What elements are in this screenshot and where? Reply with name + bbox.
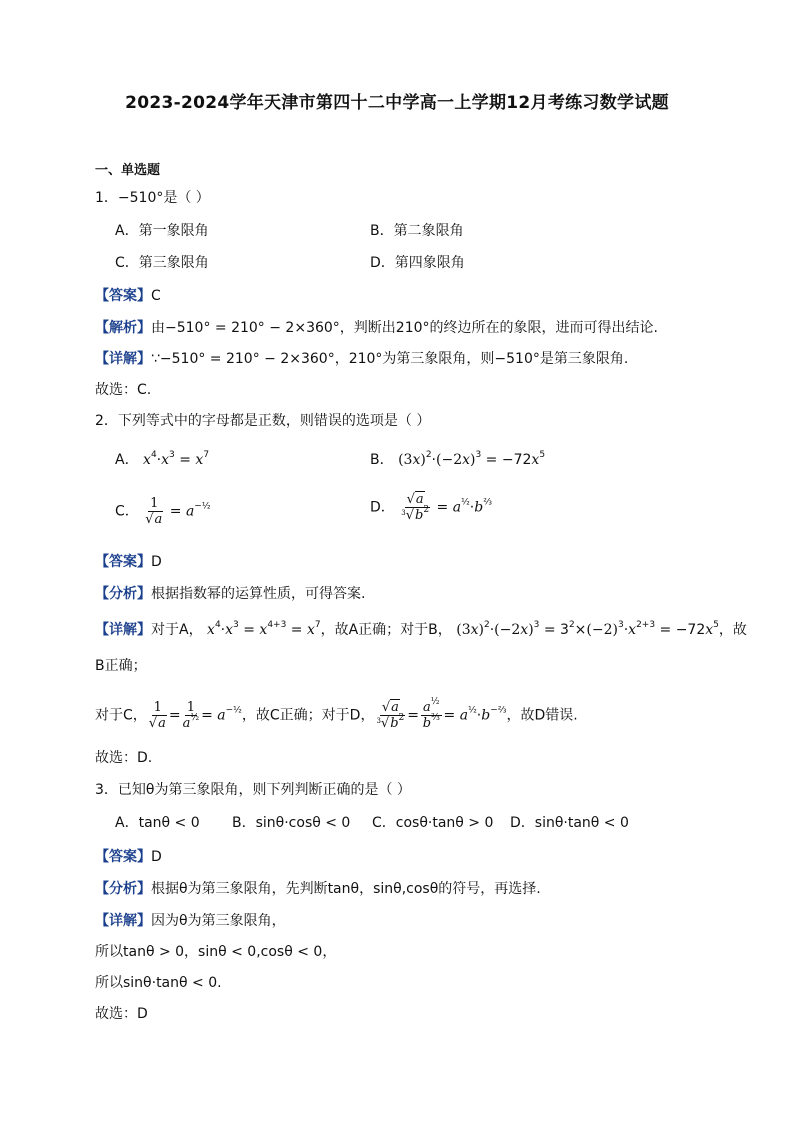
q2-option-b: B． $(3x)^2\cdot(-2x)^3 = -72x^5$ [370, 450, 546, 468]
q2-option-a: A． $x^4\cdot x^3 = x^7$ [115, 450, 210, 468]
analysis-tag: 【解析】 [95, 320, 151, 336]
q2-detail-3: 对于C， $\frac{1}{√a}$ = $\frac{1}{a^{\frac{1}{2}}}$ = $a^{-\frac{1}{2}}$，故C正确；对于D， $\frac{√a}{^3√b^2}$ = $\frac{a^{\frac{1}{2}}}{b^{\frac{2}{3}}}$ = $a^{\frac{1}{2}}\cdot b^{-\frac{2}{3}}$，故D错误. [95, 697, 578, 731]
answer-tag: 【答案】 [95, 849, 151, 865]
q2-choose: 故选：D. [95, 750, 153, 766]
detail-tag: 【详解】 [95, 913, 151, 929]
q2-detail-1: 【详解】对于A， $x^4\cdot x^3 = x^{4+3} = x^7$，故A正确；对于B， $(3x)^2\cdot(-2x)^3 = 3^2\times(-2)^3\cdot x^{2+3} = -72x^5$，故 [95, 620, 747, 638]
q1-analysis-text: 由−510° = 210° − 2×360°，判断出210°的终边所在的象限，进而可得出结论. [151, 320, 658, 336]
q1-detail [95, 349, 628, 369]
q1-option-d: D．第四象限角 [370, 255, 465, 271]
q1-answer [95, 286, 161, 306]
q3-choose: 故选：D [95, 1006, 148, 1022]
q3-option-d: D．sinθ·tanθ < 0 [510, 815, 629, 831]
q2-analysis [95, 584, 365, 604]
q3-detail-2: 所以tanθ > 0，sinθ < 0,cosθ < 0， [95, 944, 337, 960]
q2-answer [95, 552, 162, 572]
q3-detail-3: 所以sinθ·tanθ < 0. [95, 975, 222, 991]
q1-option-c: C．第三象限角 [115, 255, 209, 271]
q3-analysis [95, 879, 541, 899]
q2-stem: 2．下列等式中的字母都是正数，则错误的选项是（ ） [95, 413, 431, 429]
answer-tag: 【答案】 [95, 288, 151, 304]
q3-option-a: A．tanθ < 0 [115, 815, 200, 831]
q1-answer-value: C [151, 288, 161, 304]
q1-analysis [95, 318, 658, 338]
detail-tag: 【详解】 [95, 622, 151, 638]
detail-tag: 【详解】 [95, 351, 151, 367]
q3-answer-value: D [151, 849, 162, 865]
q2-option-d: D． $\frac{√a}{^3√b^2}$ = $a^{\frac{1}{2}}\cdot b^{\frac{2}{3}}$ [370, 492, 492, 523]
q3-option-c: C．cosθ·tanθ > 0 [372, 815, 494, 831]
q3-analysis-text: 根据θ为第三象限角，先判断tanθ，sinθ,cosθ的符号，再选择. [151, 881, 541, 897]
q2-option-c: C． $\frac{1}{√a}$ = $a^{-\frac{1}{2}}$ [115, 496, 211, 527]
q1-detail-text: ∵−510° = 210° − 2×360°，210°为第三象限角，则−510°是第三象限角. [151, 351, 629, 367]
analysis-tag: 【分析】 [95, 586, 151, 602]
q2-answer-value: D [151, 554, 162, 570]
q1-stem: 1．−510°是（ ） [95, 190, 210, 206]
q3-stem: 3．已知θ为第三象限角，则下列判断正确的是（ ） [95, 782, 411, 798]
q1-option-a: A．第一象限角 [115, 223, 209, 239]
analysis-tag: 【分析】 [95, 881, 151, 897]
answer-tag: 【答案】 [95, 554, 151, 570]
q2-analysis-text: 根据指数幂的运算性质，可得答案. [151, 586, 366, 602]
q1-choose: 故选：C. [95, 382, 152, 398]
q3-detail-text: 因为θ为第三象限角， [151, 913, 286, 929]
q1-option-b: B．第二象限角 [370, 223, 464, 239]
q2-detail-2: B正确； [95, 658, 147, 674]
q3-answer [95, 847, 162, 867]
q3-option-b: B．sinθ·cosθ < 0 [232, 815, 351, 831]
page-title: 2023-2024学年天津市第四十二中学高一上学期12月考练习数学试题 [125, 93, 669, 113]
section-heading: 一、单选题 [95, 163, 161, 178]
q3-detail [95, 911, 286, 931]
